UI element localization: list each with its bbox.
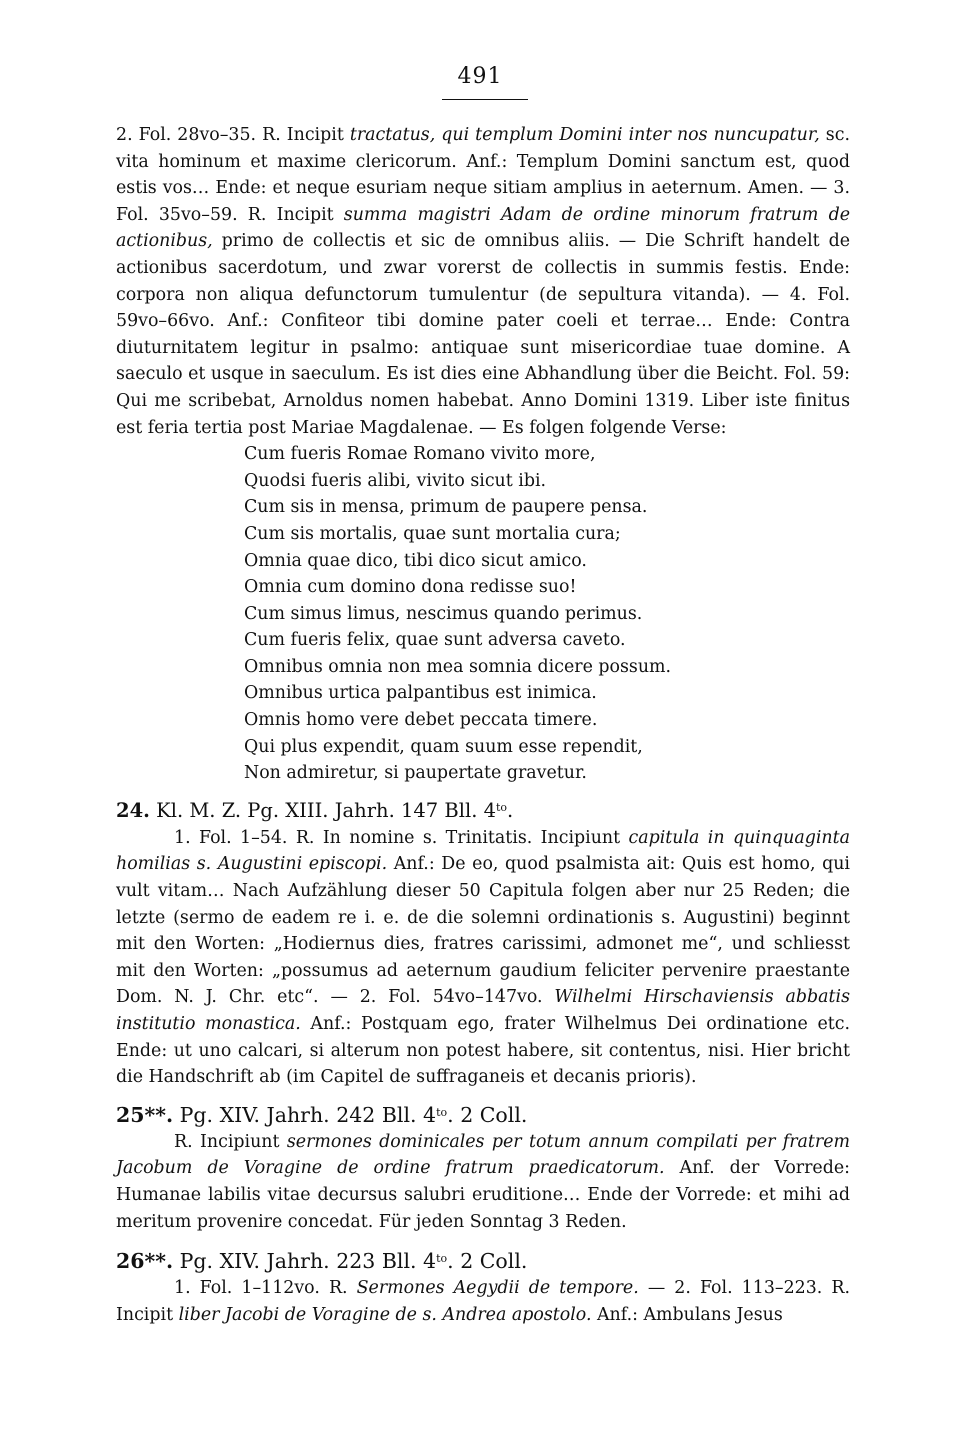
verse-line: Omnia cum domino dona redisse suo!: [244, 577, 577, 598]
verse-line: Cum sis in mensa, primum de paupere pensa.: [244, 497, 648, 518]
entry-number: 26**.: [116, 1249, 174, 1274]
heading-text-end: . 2 Coll.: [447, 1102, 528, 1127]
entry-26-paragraph: [116, 1275, 850, 1328]
entry-26-heading: [116, 1247, 850, 1275]
text-run: primo de collectis et sic de omnibus aliis. — Die Schrift handelt de actionibus sacerdotum, und zwar vorerst de collectis in summis festis. Ende: corpora non aliqua defunctorum tumulentur (de sepultura vitanda). — 4. Fol. 59vo–66vo. Anf.: Confiteor tibi domine pater coeli et terrae… Ende: Contra diuturnitatem legitur in psalmo: antiquae sunt misericordiae tuae domine. A saeculo et usque in saeculum. Es ist dies eine Abhandlung über die Beicht. Fol. 59: Qui me scribebat, Arnoldus nomen habebat. Anno Domini 1319. Liber iste finitus est feria tertia post Mariae Magdalenae. — Es folgen folgende Verse:: [116, 231, 850, 438]
text-column: [116, 122, 850, 1328]
verse-line: Cum fueris felix, quae sunt adversa caveto.: [244, 630, 626, 651]
italic-title: sermones dominicales per totum annum compilati per fratrem Jacobum de Voragine de ordine fratrum praedicatorum.: [116, 1131, 850, 1179]
text-run: R. Incipiunt: [174, 1131, 287, 1152]
text-run: Anf.: Ambulans Jesus: [591, 1304, 783, 1325]
heading-text-end: .: [507, 798, 514, 822]
text-run: 1. Fol. 1–112vo. R.: [174, 1278, 357, 1299]
verse-line: Qui plus expendit, quam suum esse rependit,: [244, 736, 643, 757]
verse-block: [116, 441, 850, 787]
verse-line: Quodsi fueris alibi, vivito sicut ibi.: [244, 470, 547, 491]
italic-title: Wilhelmi Hirschaviensis abbatis institutio monastica.: [116, 987, 851, 1034]
italic-title: Sermones Aegydii de tempore.: [356, 1278, 639, 1299]
entry-number: 24.: [116, 798, 150, 822]
text-run: 1. Fol. 1–54. R. In nomine s. Trinitatis. Incipiunt: [174, 827, 629, 848]
text-run: 2. Fol. 28vo–35. R. Incipit: [116, 125, 350, 145]
italic-title: liber Jacobi de Voragine de s. Andrea apostolo.: [178, 1304, 592, 1325]
text-run: Anf. der Vorrede: Humanae labilis vitae decursus salubri eruditione… Ende der Vorrede: et mihi ad meritum provenire concedat. Für jeden Sonntag 3 Reden.: [116, 1158, 850, 1232]
entry-23-continuation-paragraph: [116, 122, 850, 441]
text-run: — 2. Fol. 113–223. R. Incipit: [116, 1278, 850, 1325]
verse-line: Omnis homo vere debet peccata timere.: [244, 710, 598, 731]
entry-24-paragraph: [116, 825, 850, 1091]
italic-title: capitula in quinquaginta homilias s. Augustini episcopi.: [116, 827, 850, 875]
heading-text: Pg. XIV. Jahrh. 242 Bll. 4: [173, 1102, 437, 1127]
verse-line: Cum simus limus, nescimus quando perimus.: [244, 603, 643, 624]
entry-25-heading: [116, 1101, 850, 1129]
heading-text-end: . 2 Coll.: [447, 1249, 528, 1274]
italic-title: tractatus, qui templum Domini inter nos nuncupatur,: [349, 125, 820, 145]
format-superscript: to: [436, 1252, 448, 1266]
entry-25-paragraph: [116, 1129, 850, 1235]
text-run: sc. vita hominum et maxime clericorum. Anf.: Templum Domini sanctum est, quod estis vos… Ende: et neque esuriam neque sitiam amplius in aeternum. Amen. — 3. Fol. 35vo–59. R. Incipit: [116, 125, 850, 225]
heading-text: Pg. XIV. Jahrh. 223 Bll. 4: [173, 1249, 437, 1274]
entry-number: 25**.: [116, 1102, 174, 1127]
verse-line: Omnibus urtica palpantibus est inimica.: [244, 683, 597, 704]
format-superscript: to: [496, 800, 508, 814]
italic-title: summa magistri Adam de ordine minorum fratrum de actionibus,: [116, 204, 850, 252]
format-superscript: to: [436, 1105, 448, 1119]
verse-line: Omnia quae dico, tibi dico sicut amico.: [244, 550, 587, 571]
heading-text: Kl. M. Z. Pg. XIII. Jahrh. 147 Bll. 4: [149, 798, 496, 822]
entry-24-heading: [116, 797, 850, 825]
verse-line: Cum fueris Romae Romano vivito more,: [244, 444, 596, 465]
page-number-rule: [442, 99, 528, 100]
text-run: Anf.: De eo, quod psalmista ait: Quis est homo, qui vult vitam… Nach Aufzählung dieser 50 Capitula folgen aber nur 25 Reden; die letzte (sermo de eadem re i. e. de die solemni ordinationis s. Augustini) beginnt mit den Worten: „Hodiernus dies, fratres carissimi, admonet me“, und schliesst mit den Worten: „possumus ad aeternum gaudium feliciter pervenire praestante Dom. N. J. Chr. etc“. — 2. Fol. 54vo–147vo.: [116, 854, 850, 1008]
text-run: Anf.: Postquam ego, frater Wilhelmus Dei ordinatione etc. Ende: ut uno calcari, si alterum non potest habere, sit contentus, nisi. Hier bricht die Handschrift ab (im Capitel de suffraganeis et decanis prioris).: [116, 1014, 851, 1088]
verse-line: Non admiretur, si paupertate gravetur.: [244, 763, 587, 784]
verse-line: Cum sis mortalis, quae sunt mortalia cura;: [244, 523, 621, 544]
verse-line: Omnibus omnia non mea somnia dicere possum.: [244, 656, 672, 677]
page-number: 491: [457, 64, 503, 89]
